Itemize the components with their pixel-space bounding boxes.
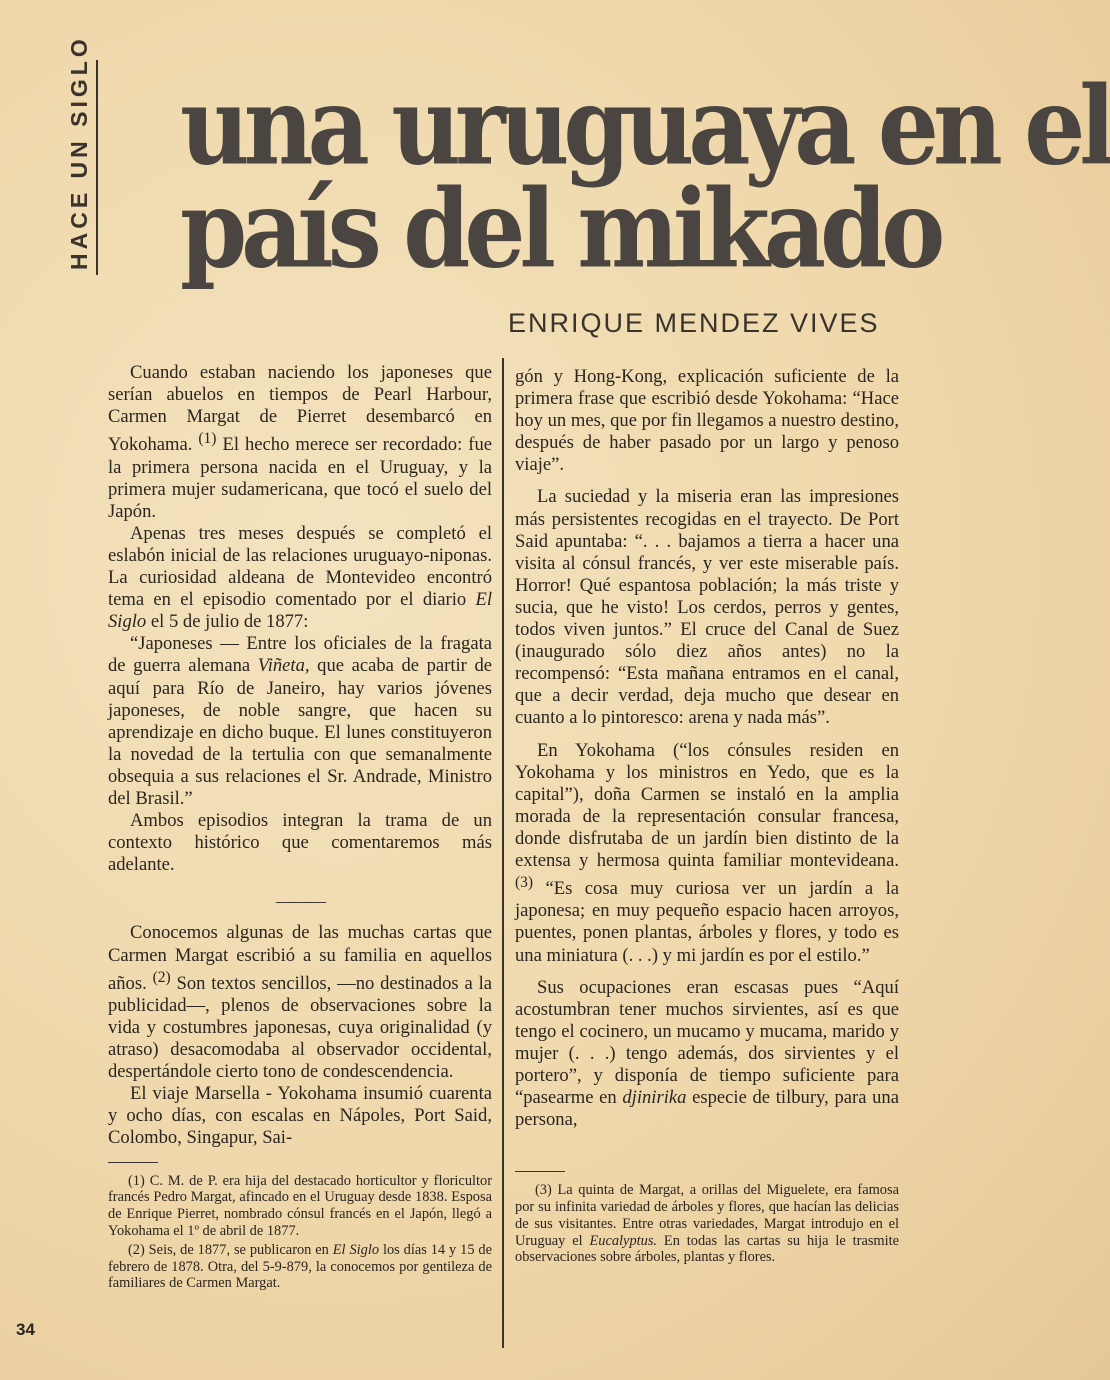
footnotes [108, 1173, 492, 1293]
paragraph: Cuando estaban naciendo los japoneses que serían abuelos en tiempos de Pearl Harbour, Carmen Margat de Pierret desembarcó en Yokohama. $^{(1)}$ El hecho merece ser recordado: fue la primera persona nacida en el Uruguay, y la primera mujer sudamericana, que tocó el suelo del Japón. [108, 362, 492, 522]
paragraph: Ambos episodios integran la trama de un contexto histórico que comentaremos más adelante. [108, 810, 492, 876]
column-left [108, 362, 492, 1294]
footnote-1: (1) C. M. de P. era hija del destacado horticultor y floricultor francés Pedro Margat, afincado en el Uruguay desde 1838. Esposa de Enrique Pierret, nombrado cónsul francés en el Japón, llegó a Yokohama el 1º de abril de 1877. [108, 1172, 492, 1239]
column-right [515, 366, 899, 1268]
author-byline: ENRIQUE MENDEZ VIVES [508, 308, 880, 338]
title-line-2: país del mikado [180, 165, 940, 293]
footnote-ref: (2) [152, 968, 171, 986]
footnote-3: (3) La quinta de Margat, a orillas del Miguelete, era famosa por su infinita variedad de árboles y flores, que hacían las delicias de sus visitantes. Entre otras variedades, Margat introdujo en el Uruguay el Eucalyptus. En todas las cartas su hija le trasmite observaciones sobre árboles, plantas y flores. [515, 1182, 900, 1266]
paragraph: Sus ocupaciones eran escasas pues “Aquí acostumbran tener muchos sirvientes, así es que tengo el cocinero, un mucamo y mucama, marido y mujer (. . .) tengo además, dos sirvientes y el portero”, y disponía de tiempo suficiente para “pasearme en djinirika especie de tilbury, para una persona, [515, 976, 899, 1131]
footnote-rule [515, 1171, 565, 1172]
section-divider: ——— [276, 891, 324, 912]
quote-paragraph: “Japoneses — Entre los oficiales de la fragata de guerra alemana Viñeta, que acaba de partir de aquí para Río de Janeiro, hay varios jóvenes japoneses, de noble sangre, que hacen su aprendizaje en dicho buque. El lunes constituyeron la novedad de la tertulia con que semanalmente obsequia a sus relaciones el Sr. Andrade, Ministro del Brasil.” [108, 633, 492, 809]
paragraph: Conocemos algunas de las muchas cartas que Carmen Margat escribió a su familia en aquellos años. $^{(2)}$ Son textos sencillos, —no destinados a la publicidad—, plenos de observaciones sobre la vida y costumbres japonesas, cuya originalidad (y atraso) desacomodaba al observador occidental, despertándole cierto tono de condescendencia. [108, 922, 492, 1083]
footnote-rule [108, 1162, 158, 1163]
paragraph: La suciedad y la miseria eran las impresiones más persistentes recogidas en el trayecto. De Port Said apuntaba: “. . . bajamos a tierra a hacer una visita al cónsul francés, y ver este miserable país. Horror! Qué espantosa población; la más triste y sucia, que he visto! Los cerdos, perros y gentes, todos viven juntos.” El cruce del Canal de Suez (inaugurado sólo diez años antes) no la recompensó: “Esta mañana entramos en el canal, que a decir verdad, deja mucho que desear en cuanto a lo pintoresco: arena y nada más”. [515, 486, 899, 729]
title-line-1: una uruguaya en el [180, 62, 1110, 190]
section-kicker: HACE UN SIGLO [65, 35, 92, 270]
article-title [180, 62, 1110, 293]
footnote-ref: (1) [198, 430, 217, 448]
paragraph: gón y Hong-Kong, explicación suficiente de la primera frase que escribió desde Yokohama: “Hace hoy un mes, que por fin llegamos a nuestro destino, después de haber pasado por un largo y penoso viaje”. [515, 366, 899, 476]
footnote-ref: (3) [515, 874, 534, 892]
kicker-rule [96, 60, 98, 275]
column-divider [502, 358, 504, 1348]
paragraph: En Yokohama (“los cónsules residen en Yokohama y los ministros en Yedo, que es la capital”), doña Carmen se instaló en la amplia morada de la representación consular francesa, donde disfrutaba de un jardín bien distinto de la extensa y hermosa quinta familiar montevideana. $^{(3)}$ “Es cosa muy curiosa ver un jardín a la japonesa; en muy pequeño espacio hacen arroyos, puentes, ponen plantas, árboles y flores, y todo es una miniatura (. . .) y mi jardín es por el estilo.” [515, 739, 899, 966]
paragraph: El viaje Marsella - Yokohama insumió cuarenta y ocho días, con escalas en Nápoles, Port Said, Colombo, Singapur, Sai- [108, 1083, 492, 1149]
page-number: 34 [16, 1320, 35, 1339]
footnote-2: (2) Seis, de 1877, se publicaron en El Siglo los días 14 y 15 de febrero de 1878. Otra, del 5-9-879, la conocemos por gentileza de familiares de Carmen Margat. [108, 1241, 493, 1292]
footnotes [515, 1182, 899, 1266]
paragraph: Apenas tres meses después se completó el eslabón inicial de las relaciones uruguayo-niponas. La curiosidad aldeana de Montevideo encontró tema en el episodio comentado por el diario El Siglo el 5 de julio de 1877: [108, 522, 492, 633]
